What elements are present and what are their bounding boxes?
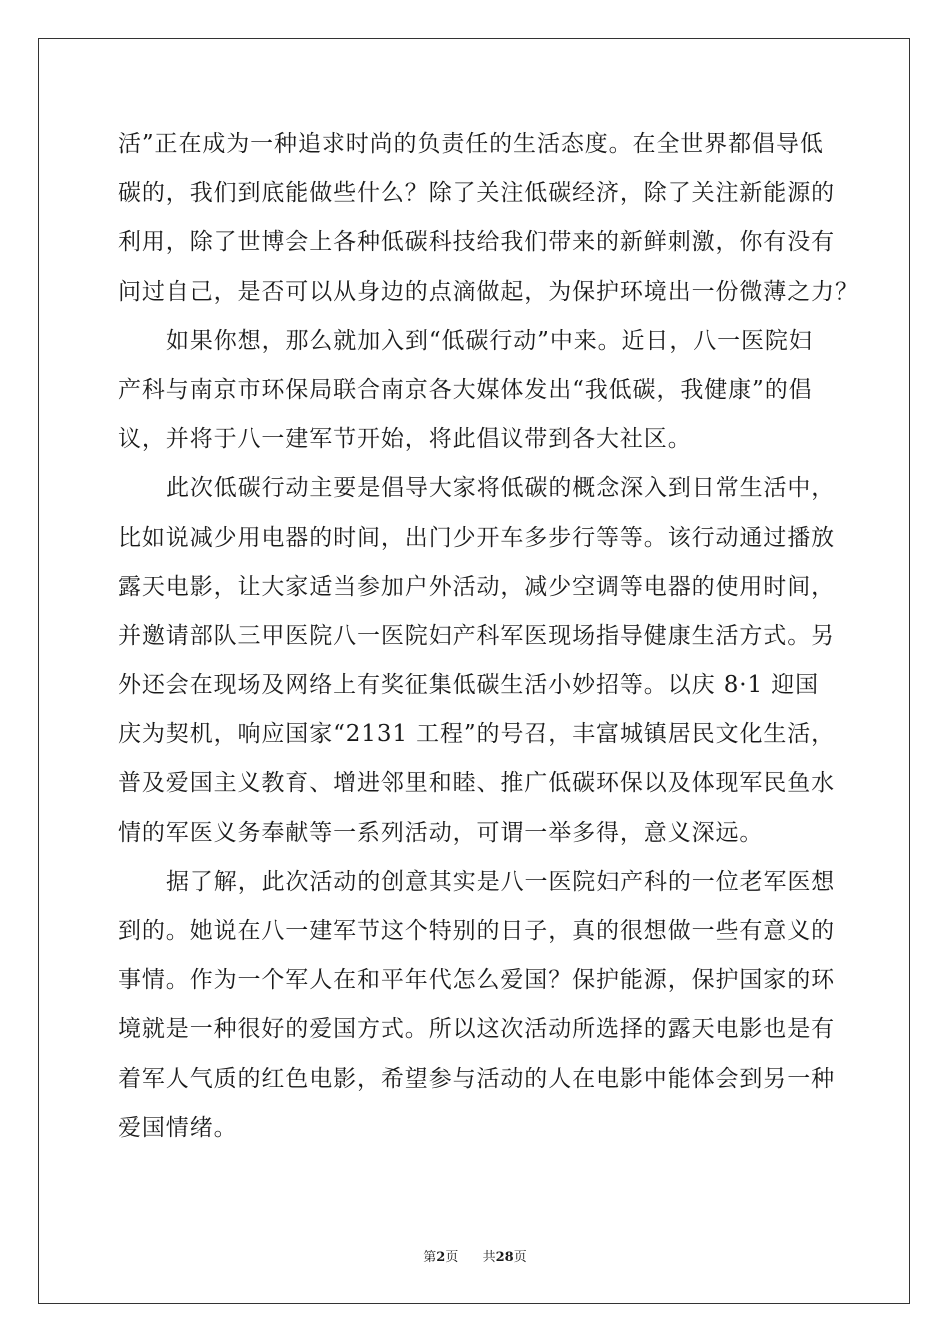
text-line: 利用，除了世博会上各种低碳科技给我们带来的新鲜刺激，你有没有	[118, 229, 835, 256]
text-line: 事情。作为一个军人在和平年代怎么爱国？保护能源，保护国家的环	[118, 967, 835, 994]
text-line: 活”正在成为一种追求时尚的负责任的生活态度。在全世界都倡导低	[118, 131, 824, 157]
text-line: 普及爱国主义教育、增进邻里和睦、推广低碳环保以及体现军民鱼水	[118, 770, 835, 797]
paragraph	[118, 464, 836, 858]
text-line: 此次低碳行动主要是倡导大家将低碳的概念深入到日常生活中，	[166, 475, 836, 502]
page-suffix: 页	[445, 1250, 459, 1265]
text-line: 庆为契机，响应国家“2131 工程”的号召，丰富城镇居民文化生活，	[118, 721, 836, 748]
text-line: 露天电影，让大家适当参加户外活动，减少空调等电器的使用时间，	[118, 573, 835, 600]
text-line: 情的军医义务奉献等一系列活动，可谓一举多得，意义深远。	[118, 819, 764, 846]
total-suffix: 页	[513, 1250, 527, 1265]
text-line: 比如说减少用电器的时间，出门少开车多步行等等。该行动通过播放	[118, 524, 835, 551]
text-line: 到的。她说在八一建军节这个特别的日子，真的很想做一些有意义的	[118, 918, 835, 944]
paragraph	[118, 858, 836, 1153]
text-line: 如果你想，那么就加入到“低碳行动”中来。近日，八一医院妇	[166, 327, 813, 354]
current-page-number: 2	[436, 1250, 446, 1265]
page-prefix: 第	[423, 1250, 437, 1265]
text-line: 境就是一种很好的爱国方式。所以这次活动所选择的露天电影也是有	[118, 1016, 835, 1043]
paragraph	[118, 317, 830, 465]
text-line: 并邀请部队三甲医院八一医院妇产科军医现场指导健康生活方式。另	[118, 622, 835, 649]
page-footer	[0, 1246, 950, 1265]
text-line: 据了解，此次活动的创意其实是八一医院妇产科的一位老军医想	[166, 868, 836, 895]
text-line: 问过自己，是否可以从身边的点滴做起，为保护环境出一份微薄之力？	[118, 278, 859, 305]
text-line: 碳的，我们到底能做些什么？除了关注低碳经济，除了关注新能源的	[118, 180, 835, 207]
text-line: 着军人气质的红色电影，希望参与活动的人在电影中能体会到另一种	[118, 1065, 835, 1092]
paragraph	[118, 120, 859, 317]
total-page-count: 28	[495, 1250, 514, 1265]
document-body	[118, 120, 859, 1153]
text-line: 爱国情绪。	[118, 1114, 238, 1141]
text-line: 产科与南京市环保局联合南京各大媒体发出“我低碳，我健康”的倡	[118, 376, 813, 403]
total-prefix: 共	[482, 1250, 496, 1265]
text-line: 议，并将于八一建军节开始，将此倡议带到各大社区。	[118, 426, 692, 453]
text-line: 外还会在现场及网络上有奖征集低碳生活小妙招等。以庆 8·1 迎国	[118, 672, 819, 699]
